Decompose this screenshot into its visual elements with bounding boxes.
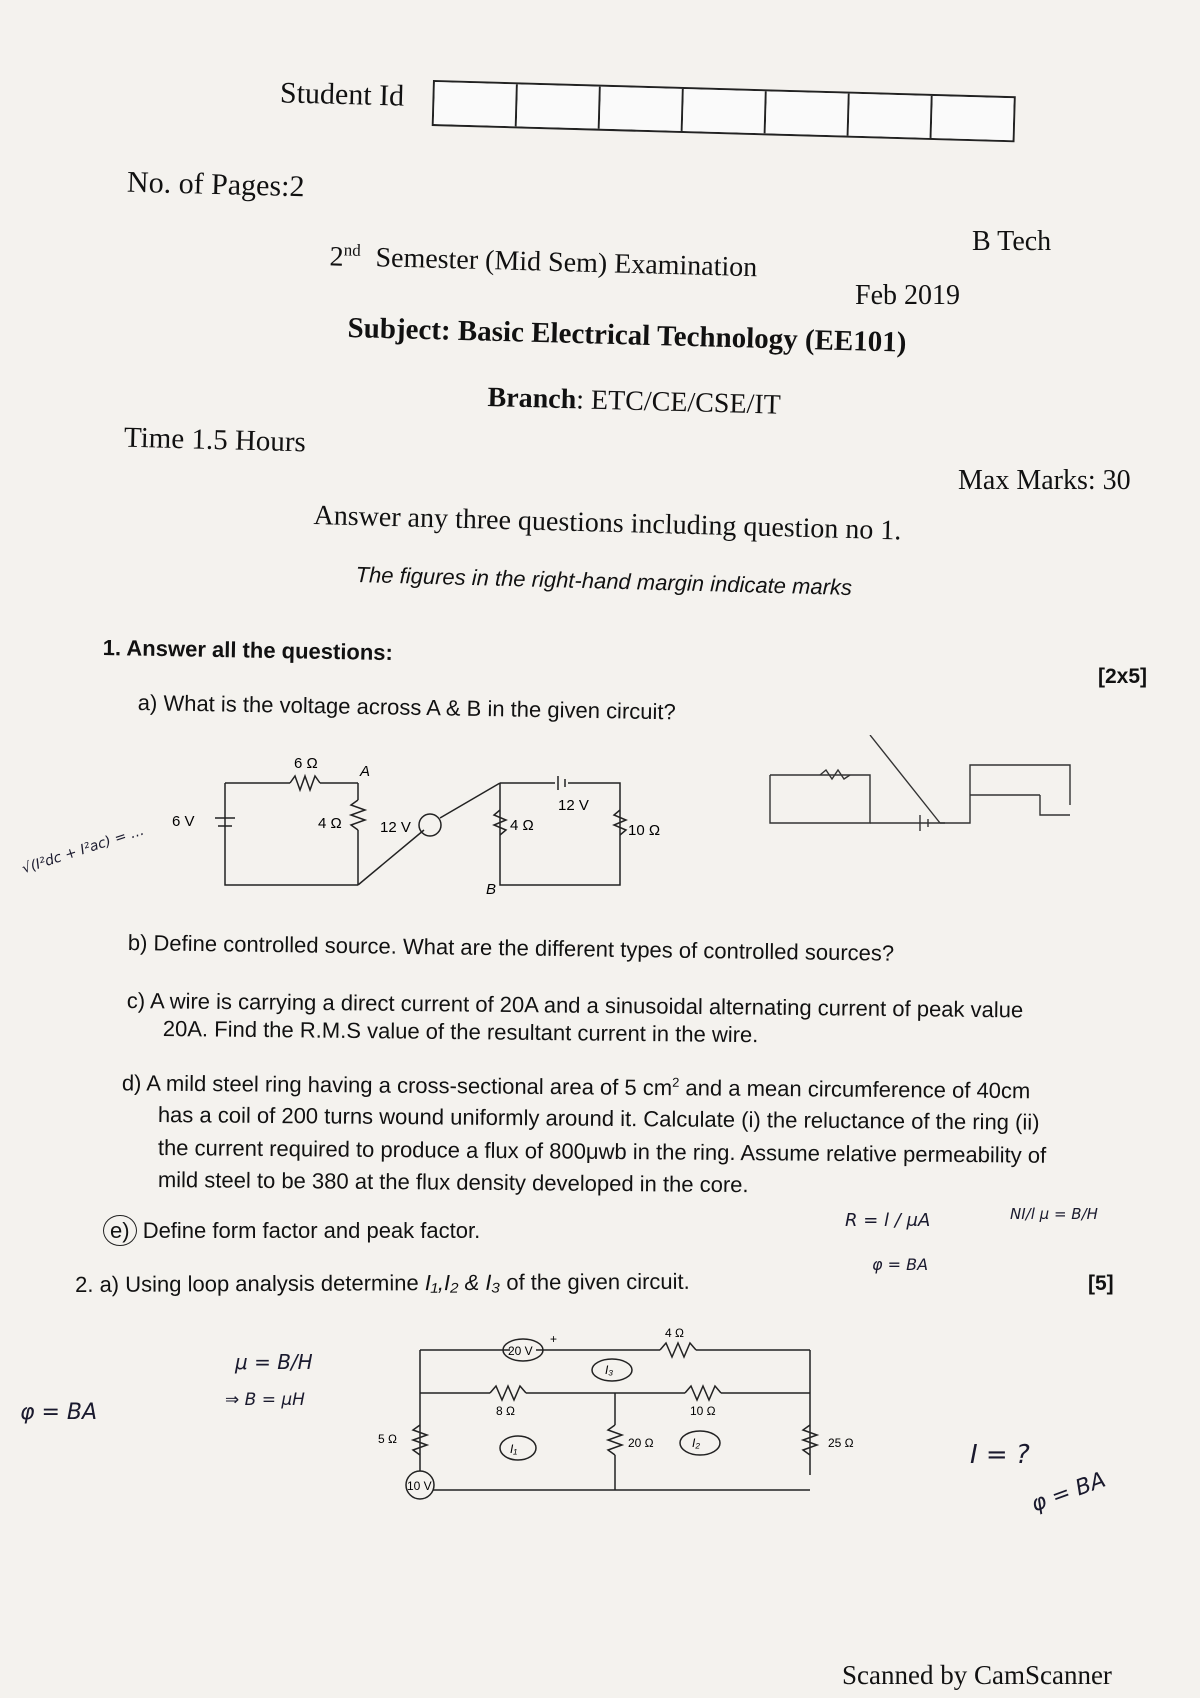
c1-v1-label: 6 V bbox=[172, 813, 195, 830]
c2-r5: 5 Ω bbox=[378, 1432, 397, 1446]
q2-a bbox=[75, 1269, 690, 1298]
subject-text: Basic Electrical Technology (EE101) bbox=[457, 314, 907, 359]
c2-i2: I₂ bbox=[692, 1436, 700, 1450]
c1-node-b: B bbox=[486, 881, 497, 898]
q1-marks: [2x5] bbox=[1098, 665, 1148, 688]
subject-line bbox=[347, 312, 907, 360]
student-id-cell[interactable] bbox=[600, 87, 684, 131]
c2-r25: 25 Ω bbox=[828, 1436, 854, 1450]
student-id-boxes[interactable] bbox=[432, 80, 1016, 142]
q1-d-line2: has a coil of 200 turns wound uniformly around it. Calculate (i) the reluctance of the ring (ii) bbox=[157, 1102, 1040, 1135]
q1-e-text: Define form factor and peak factor. bbox=[142, 1218, 481, 1243]
student-id-cell[interactable] bbox=[683, 89, 767, 133]
marks-note: The figures in the right-hand margin indicate marks bbox=[355, 562, 853, 600]
max-marks: Max Marks: 30 bbox=[958, 465, 1131, 496]
student-id-cell[interactable] bbox=[932, 96, 1014, 140]
c1-node-a: A bbox=[360, 763, 371, 780]
q1-title: 1. Answer all the questions: bbox=[102, 635, 394, 666]
q2-text-pre: 2. a) Using loop analysis determine bbox=[75, 1270, 425, 1297]
c1-v3-label: 12 V bbox=[558, 797, 589, 814]
exam-date: Feb 2019 bbox=[855, 280, 960, 311]
subject-label: Subject: bbox=[347, 312, 452, 347]
handwritten-reluctance: R = l / μA bbox=[845, 1210, 931, 1231]
c1-r4-label: 10 Ω bbox=[628, 822, 661, 839]
q1-a: a) What is the voltage across A & B in the given circuit? bbox=[137, 690, 676, 725]
c2-r-top: 4 Ω bbox=[665, 1326, 684, 1340]
handwritten-circuit-sketch bbox=[740, 735, 1100, 855]
c2-v-top: 20 V bbox=[508, 1344, 533, 1358]
q1-d-sup: 2 bbox=[672, 1074, 680, 1090]
program: B Tech bbox=[972, 226, 1052, 257]
handwritten-mu-bh: μ = B/H bbox=[235, 1350, 313, 1374]
q1-d-tail: and a mean circumference of 40cm bbox=[679, 1075, 1031, 1104]
q2-marks: [5] bbox=[1088, 1272, 1114, 1295]
semester-line bbox=[329, 240, 758, 285]
c2-v-left: 10 V bbox=[407, 1479, 432, 1493]
q1-d-line4: mild steel to be 380 at the flux density developed in the core. bbox=[157, 1167, 749, 1198]
q1-c-line2: 20A. Find the R.M.S value of the resultant current in the wire. bbox=[162, 1016, 759, 1048]
c1-r2-label: 4 Ω bbox=[318, 815, 342, 832]
q2-vars: I₁,I₂ & I₃ bbox=[424, 1269, 501, 1296]
c2-plus: + bbox=[550, 1332, 558, 1346]
handwritten-mu: NI/l μ = B/H bbox=[1010, 1205, 1098, 1223]
c1-r1-label: 6 Ω bbox=[294, 755, 318, 772]
q1-d-text: d) A mild steel ring having a cross-sectional area of 5 cm bbox=[121, 1070, 673, 1101]
q1-b: b) Define controlled source. What are the different types of controlled sources? bbox=[127, 930, 895, 966]
q1-c-line1: c) A wire is carrying a direct current of 20A and a sinusoidal alternating current of peak value bbox=[126, 988, 1024, 1023]
c2-r8: 8 Ω bbox=[496, 1404, 515, 1418]
q2-text-post: of the given circuit. bbox=[500, 1268, 690, 1295]
circuit-2 bbox=[360, 1325, 880, 1505]
handwritten-phi: φ = BA bbox=[872, 1255, 929, 1274]
semester-number: 2 bbox=[329, 241, 344, 273]
c2-i1: I₁ bbox=[510, 1442, 518, 1456]
instruction: Answer any three questions including question no 1. bbox=[313, 500, 902, 547]
handwritten-phi-ba: φ = BA bbox=[20, 1400, 98, 1425]
c1-v2-label: 12 V bbox=[380, 819, 411, 836]
q1-e bbox=[103, 1218, 480, 1244]
handwritten-i-q: I = ? bbox=[970, 1440, 1030, 1470]
circuit-1 bbox=[0, 740, 700, 910]
handwritten-b-muh: ⇒ B = μH bbox=[225, 1390, 305, 1410]
c2-i3: I₃ bbox=[605, 1363, 614, 1377]
exam-time: Time 1.5 Hours bbox=[123, 421, 307, 459]
branch-text: : ETC/CE/CSE/IT bbox=[575, 384, 782, 421]
handwritten-rms-note: √(I²dc + I²ac) = … bbox=[20, 822, 147, 878]
c1-r3-label: 4 Ω bbox=[510, 817, 534, 834]
handwritten-phi-ba-2: φ = BA bbox=[1028, 1467, 1110, 1518]
q1-e-label: e) bbox=[103, 1215, 137, 1246]
c2-r20: 20 Ω bbox=[628, 1436, 654, 1450]
student-id-cell[interactable] bbox=[517, 84, 601, 128]
semester-text: Semester (Mid Sem) Examination bbox=[375, 242, 758, 284]
student-id-cell[interactable] bbox=[849, 94, 933, 138]
student-id-cell[interactable] bbox=[434, 82, 518, 126]
semester-sup: nd bbox=[343, 240, 361, 260]
q1-d-line1 bbox=[122, 1070, 1031, 1104]
student-id-label: Student Id bbox=[279, 76, 405, 113]
scanner-watermark: Scanned by CamScanner bbox=[842, 1660, 1112, 1690]
branch-line bbox=[487, 382, 781, 422]
q1-d-line3: the current required to produce a flux of 800μwb in the ring. Assume relative permeability of bbox=[157, 1135, 1047, 1168]
student-id-cell[interactable] bbox=[766, 91, 850, 135]
branch-label: Branch bbox=[487, 382, 577, 416]
c2-r10: 10 Ω bbox=[690, 1404, 716, 1418]
page-count: No. of Pages:2 bbox=[126, 165, 305, 204]
